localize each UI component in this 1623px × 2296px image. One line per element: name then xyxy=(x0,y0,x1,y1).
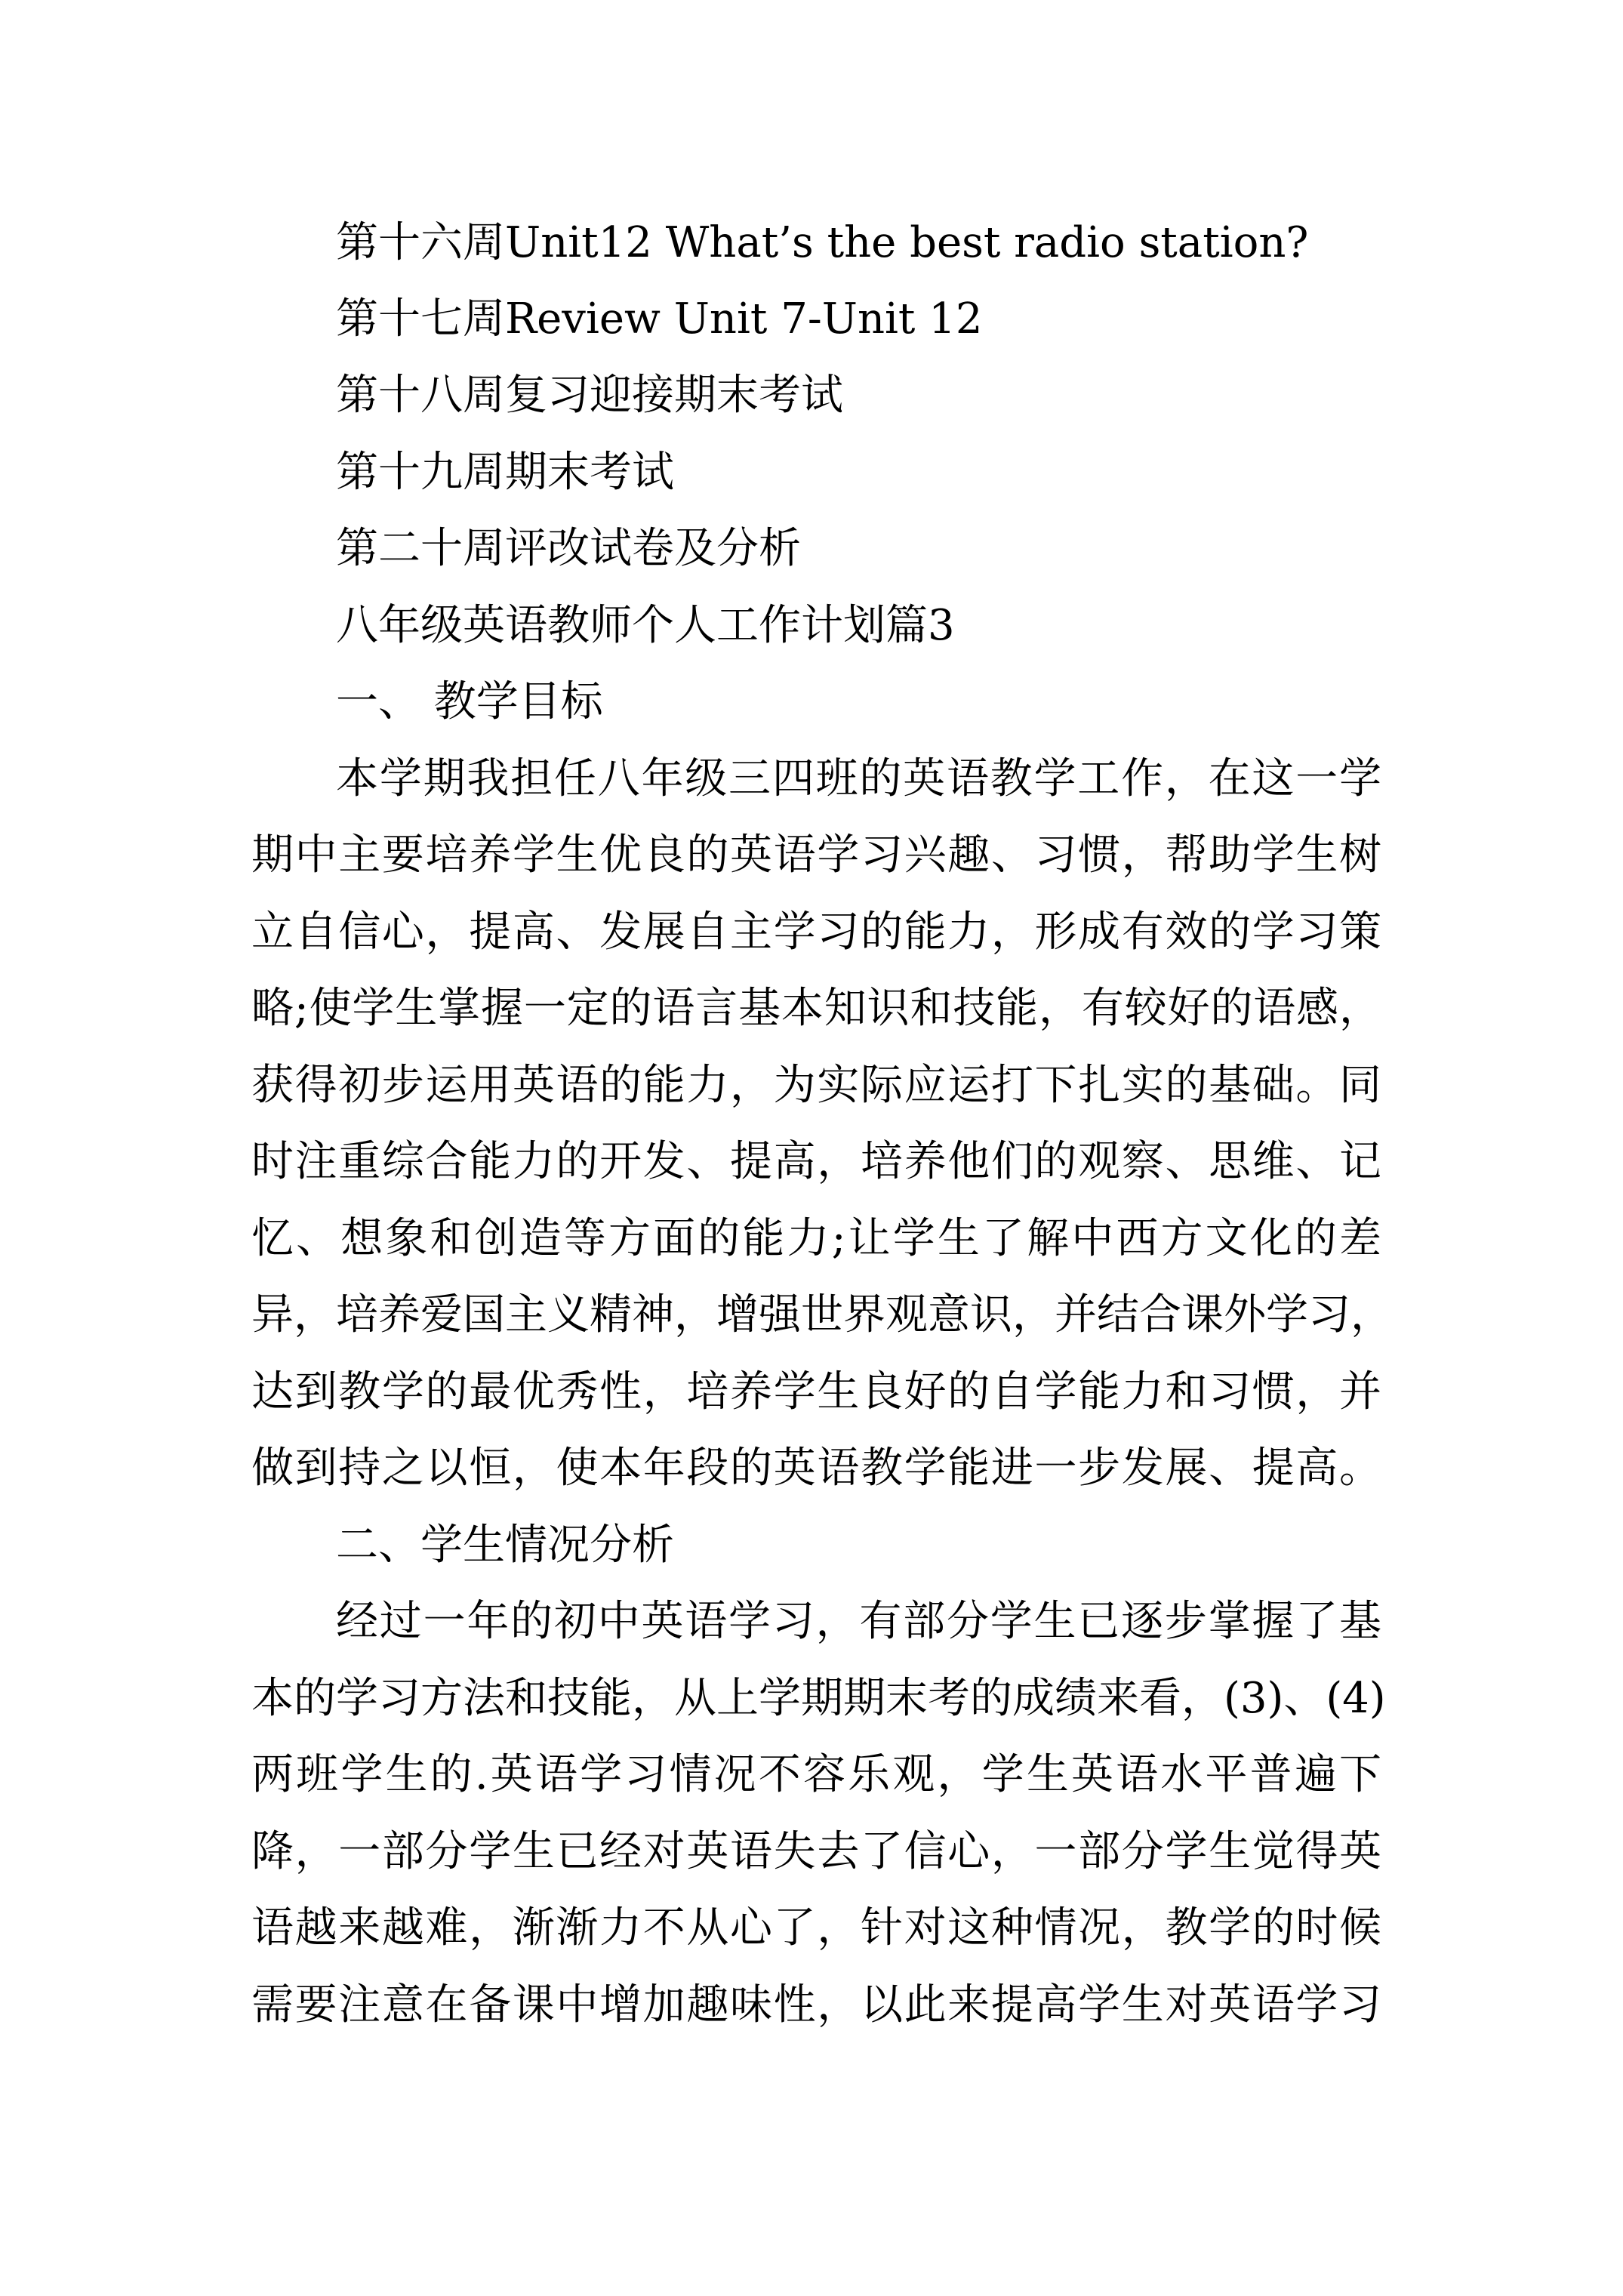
paragraph-line: 本学期我担任八年级三四班的英语教学工作，在这一学 xyxy=(336,754,1381,803)
paragraph-line: 两班学生的.英语学习情况不容乐观，学生英语水平普遍下 xyxy=(251,1750,1381,1799)
paragraph-line: 异，培养爱国主义精神，增强世界观意识，并结合课外学习， xyxy=(251,1290,1393,1339)
paragraph-line: 经过一年的初中英语学习，有部分学生已逐步掌握了基 xyxy=(336,1597,1381,1646)
paragraph-line: 需要注意在备课中增加趣味性，以此来提高学生对英语学习 xyxy=(251,1980,1381,2029)
schedule-week-17: 第十七周Review Unit 7-Unit 12 xyxy=(336,294,983,344)
paragraph-line: 做到持之以恒，使本年段的英语教学能进一步发展、提高。 xyxy=(251,1444,1381,1493)
paragraph-line: 略;使学生掌握一定的语言基本知识和技能，有较好的语感， xyxy=(251,984,1381,1033)
section-title: 八年级英语教师个人工作计划篇3 xyxy=(336,601,955,650)
paragraph-line: 时注重综合能力的开发、提高，培养他们的观察、思维、记 xyxy=(251,1137,1381,1186)
paragraph-line: 立自信心，提高、发展自主学习的能力，形成有效的学习策 xyxy=(251,908,1381,957)
paragraph-line: 本的学习方法和技能，从上学期期末考的成绩来看，(3)、(4) xyxy=(251,1674,1386,1723)
paragraph-line: 获得初步运用英语的能力，为实际应运打下扎实的基础。同 xyxy=(251,1061,1381,1110)
paragraph-line: 语越来越难，渐渐力不从心了，针对这种情况，教学的时候 xyxy=(251,1903,1381,1952)
paragraph-line: 达到教学的最优秀性，培养学生良好的自学能力和习惯，并 xyxy=(251,1367,1381,1416)
schedule-week-20: 第二十周评改试卷及分析 xyxy=(336,524,801,573)
paragraph-line: 期中主要培养学生优良的英语学习兴趣、习惯，帮助学生树 xyxy=(251,831,1381,880)
schedule-week-18: 第十八周复习迎接期末考试 xyxy=(336,371,843,420)
paragraph-line: 降，一部分学生已经对英语失去了信心，一部分学生觉得英 xyxy=(251,1827,1381,1876)
schedule-week-16: 第十六周Unit12 What’s the best radio station? xyxy=(336,218,1309,267)
schedule-week-19: 第十九周期末考试 xyxy=(336,448,674,497)
heading-student-analysis: 二、学生情况分析 xyxy=(336,1521,674,1570)
paragraph-line: 忆、想象和创造等方面的能力;让学生了解中西方文化的差 xyxy=(251,1214,1381,1263)
heading-teaching-goals: 一、 教学目标 xyxy=(336,677,603,726)
